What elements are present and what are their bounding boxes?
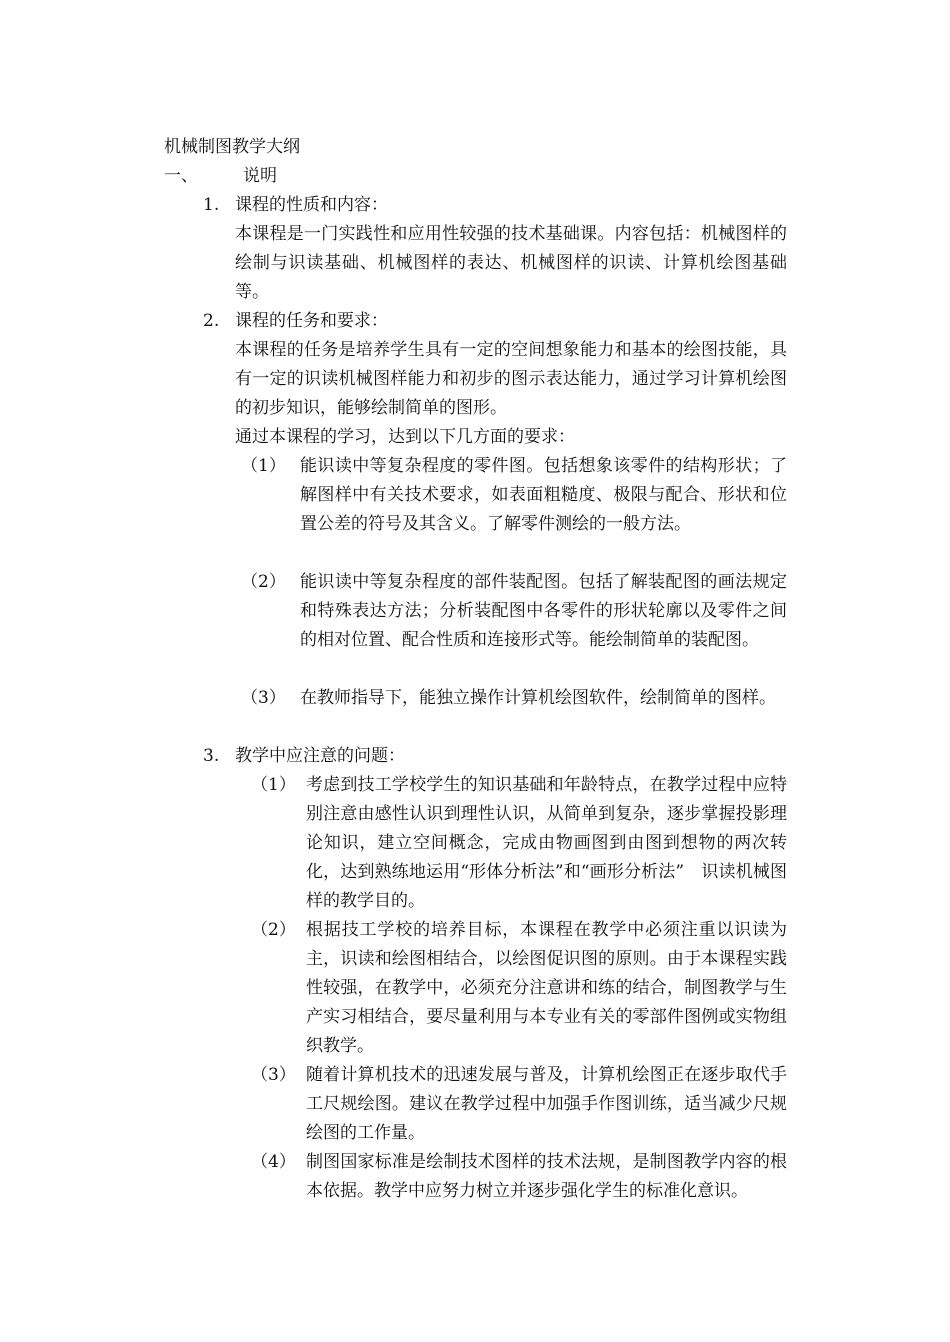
item-number: 1. <box>203 195 220 215</box>
list-item-text: 随着计算机技术的迅速发展与普及，计算机绘图正在逐步取代手工尺规绘图。建议在教学过程中加强手作图训练，适当减少尺规绘图的工作量。 <box>306 1065 787 1143</box>
list-item-text: 制图国家标准是绘制技术图样的技术法规，是制图教学内容的根本依据。教学中应努力树立并逐步强化学生的标准化意识。 <box>306 1152 787 1201</box>
list-item-marker: （1） <box>251 775 296 795</box>
list-item-text: 能识读中等复杂程度的零件图。包括想象该零件的结构形状；了解图样中有关技术要求，如表面粗糙度、极限与配合、形状和位置公差的符号及其含义。了解零件测绘的一般方法。 <box>300 456 787 534</box>
list-item-text: 能识读中等复杂程度的部件装配图。包括了解装配图的画法规定和特殊表达方法；分析装配图中各零件的形状轮廓以及零件之间的相对位置、配合性质和连接形式等。能绘制简单的装配图。 <box>300 572 787 650</box>
item-heading: 课程的性质和内容： <box>235 195 388 215</box>
item-heading: 课程的任务和要求： <box>235 311 388 331</box>
list-item-marker: （1） <box>241 456 286 476</box>
list-item-text: 根据技工学校的培养目标，本课程在教学中必须注重以识读为主，识读和绘图相结合，以绘图促识图的原则。由于本课程实践性较强，在教学中，必须充分注意讲和练的结合，制图教学与生产实习相结合，要尽量利用与本专业有关的零部件图例或实物组织教学。 <box>306 920 787 1056</box>
section-number: 一、 <box>164 166 198 186</box>
list-item-marker: （3） <box>251 1065 296 1085</box>
list-item-text: 考虑到技工学校学生的知识基础和年龄特点，在教学过程中应特别注意由感性认识到理性认识，从简单到复杂，逐步掌握投影理论知识，建立空间概念，完成由物画图到由图到想物的两次转化，达到熟练地运用“形体分析法”和“画形分析法” 识读机械图样的教学目的。 <box>306 775 787 911</box>
list-item-marker: （3） <box>241 688 286 708</box>
list-item-marker: （2） <box>251 920 296 940</box>
section-heading: 说明 <box>243 166 277 186</box>
item-number: 3. <box>203 746 220 766</box>
item-number: 2. <box>203 311 220 331</box>
item-paragraph: 本课程的任务是培养学生具有一定的空间想象能力和基本的绘图技能，具有一定的识读机械图样能力和初步的图示表达能力，通过学习计算机绘图的初步知识，能够绘制简单的图形。 <box>235 340 787 418</box>
list-item-marker: （4） <box>251 1152 296 1172</box>
item-intro: 通过本课程的学习，达到以下几方面的要求： <box>235 427 575 447</box>
item-paragraph: 本课程是一门实践性和应用性较强的技术基础课。内容包括：机械图样的绘制与识读基础、机械图样的表达、机械图样的识读、计算机绘图基础等。 <box>235 224 787 302</box>
list-item-marker: （2） <box>241 572 286 592</box>
document-title: 机械制图教学大纲 <box>164 137 300 157</box>
item-heading: 教学中应注意的问题： <box>235 746 405 766</box>
list-item-text: 在教师指导下，能独立操作计算机绘图软件，绘制简单的图样。 <box>300 688 776 708</box>
